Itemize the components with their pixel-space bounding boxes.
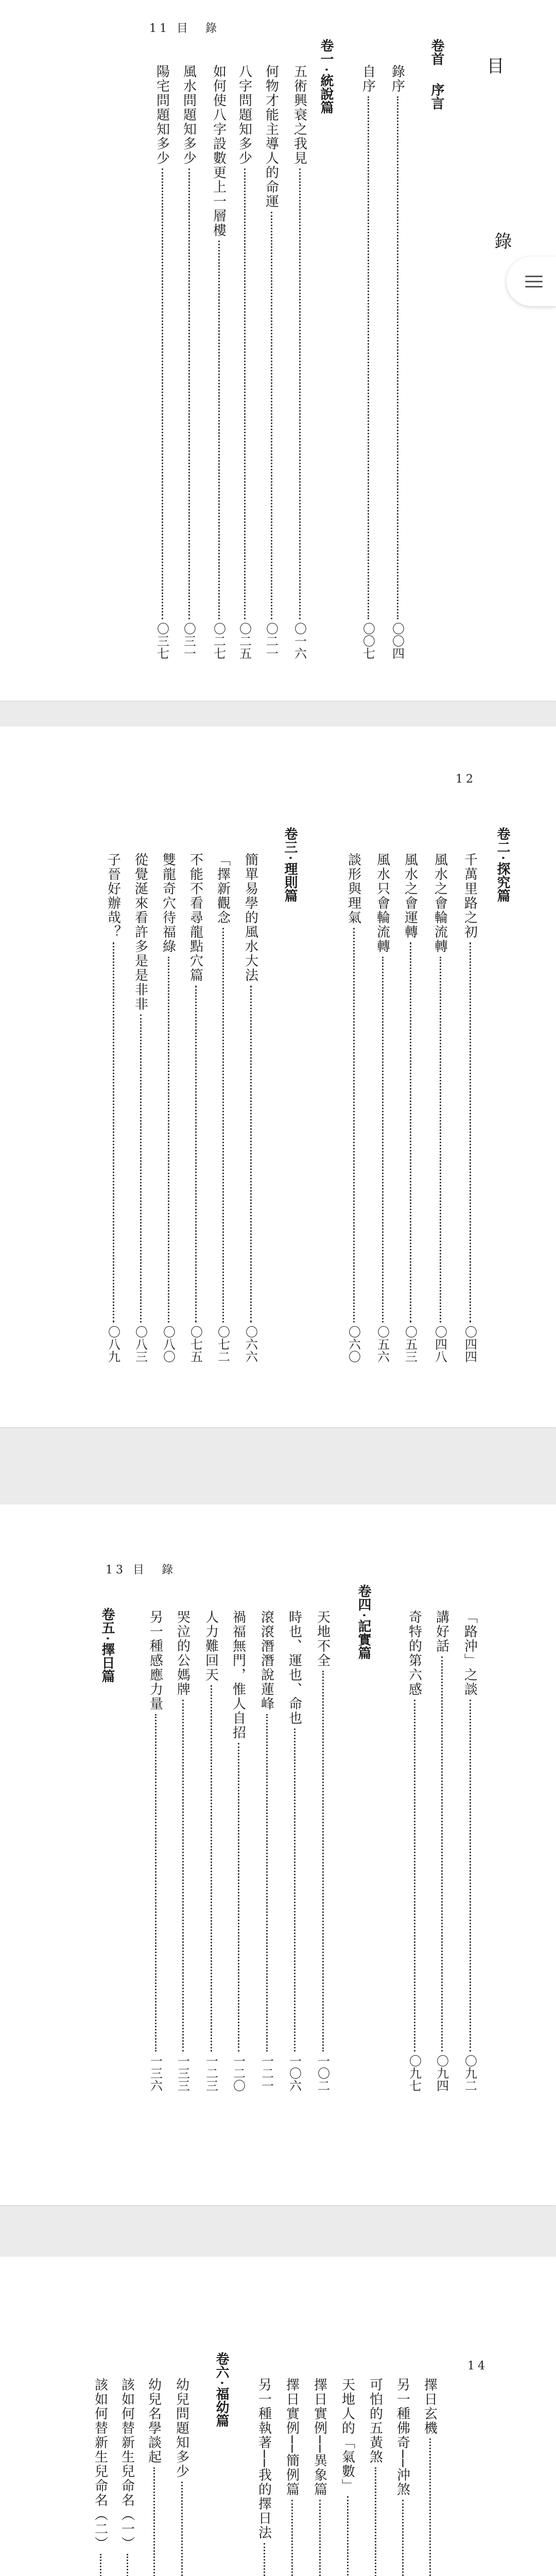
leader-dots	[153, 2467, 155, 2576]
entry-page: 〇二一	[264, 622, 279, 659]
volume-label: 卷四	[356, 1584, 371, 1611]
toc-entry[interactable]	[119, 2378, 135, 2576]
entry-title: 「擇新觀念	[215, 853, 231, 925]
entry-page: 〇二七	[211, 622, 226, 659]
entry-title: 幼兒名學談起	[146, 2378, 162, 2464]
section-name: 理則篇	[282, 862, 298, 903]
leader-dots	[113, 942, 114, 1323]
toc-page-4	[0, 2257, 556, 2576]
leader-dots	[155, 1714, 157, 2052]
toc-entry[interactable]	[106, 853, 121, 1363]
leader-dots	[299, 168, 301, 619]
leader-dots	[402, 2500, 404, 2576]
entry-title: 該如何替新生兒命名（二）	[92, 2378, 108, 2551]
entry-title: 不能不看尋龍點穴篇	[187, 853, 203, 982]
entry-page: 〇八三	[133, 1326, 148, 1363]
entry-page: 一二一	[259, 2055, 274, 2092]
entry-title: 子晉好辦哉？	[105, 853, 121, 939]
entry-title: 禍福無門，惟人自招	[230, 1610, 246, 1740]
entry-title: 從覺涎來看許多是是非非	[132, 853, 148, 1011]
section-heading-vol2: 卷二‧探究篇	[495, 827, 510, 903]
entry-page: 〇八九	[106, 1326, 120, 1363]
leader-dots	[264, 2543, 265, 2576]
section-heading-vol1: 卷一‧統說篇	[318, 39, 334, 114]
toc-entry[interactable]	[231, 1610, 246, 2092]
running-header: 14	[467, 2360, 488, 2372]
entry-page: 〇六〇	[346, 1326, 361, 1363]
entry-title: 幼兒問題知多少	[173, 2378, 189, 2479]
entry-page: 〇一六	[292, 622, 307, 659]
leader-dots	[470, 942, 471, 1323]
leader-dots	[100, 2554, 101, 2576]
toc-entry[interactable]	[181, 64, 197, 659]
volume-label: 卷三	[282, 827, 298, 854]
entry-title: 五術興衰之我見	[291, 64, 307, 165]
entry-title: 千萬里路之初	[462, 853, 478, 939]
toc-entry[interactable]	[175, 1610, 190, 2092]
entry-title: 何物才能主導人的命運	[263, 64, 279, 209]
entry-title: 擇日玄機	[422, 2378, 438, 2435]
toc-entry[interactable]	[292, 64, 307, 659]
section-heading-preface	[427, 39, 446, 110]
toc-entry[interactable]	[407, 1610, 422, 2092]
running-header: 13 目 錄	[106, 1564, 176, 1577]
entry-title: 擇日實例──異象篇	[311, 2378, 327, 2497]
entry-title: 另一種佛奇──沖煞	[394, 2378, 410, 2497]
entry-page: 〇三一	[181, 622, 196, 659]
section-name: 記實篇	[356, 1619, 371, 1660]
entry-page: 一三六	[148, 2055, 163, 2092]
toc-page-2	[0, 726, 556, 1427]
entry-title: 擇日實例──簡例篇	[284, 2378, 300, 2497]
toc-entry[interactable]	[340, 2378, 355, 2576]
leader-dots	[222, 928, 224, 1323]
toc-entry[interactable]	[346, 853, 361, 1363]
entry-title: 自序	[360, 64, 376, 93]
entry-title: 雙龍奇穴待福綠	[160, 853, 176, 954]
leader-dots	[218, 241, 220, 619]
leader-dots	[397, 96, 398, 619]
toc-page-3	[0, 1504, 556, 2205]
entry-page: 一〇二	[315, 2055, 330, 2092]
entry-page: 〇四八	[432, 1326, 447, 1363]
menu-button[interactable]	[507, 257, 556, 306]
toc-entry[interactable]	[403, 853, 418, 1363]
entry-title: 可怕的五黃煞	[367, 2378, 383, 2464]
entry-title: 風水問題知多少	[181, 64, 197, 165]
toc-entry[interactable]	[161, 853, 176, 1363]
section-name: 統說篇	[318, 74, 334, 114]
leader-dots	[195, 986, 197, 1323]
entry-title: 如何使八字設數更上一層樓	[211, 64, 227, 238]
leader-dots	[266, 1714, 268, 2052]
volume-label: 卷一	[318, 39, 334, 65]
volume-label: 卷六	[214, 2352, 229, 2379]
toc-entry[interactable]	[264, 64, 279, 659]
entry-page: 〇六六	[243, 1326, 258, 1363]
toc-entry[interactable]	[462, 1610, 478, 2092]
volume-label: 卷五	[99, 1607, 115, 1634]
entry-title: 該如何替新生兒命名（一）	[119, 2378, 135, 2551]
leader-dots	[368, 96, 369, 619]
entry-title: 另一種執著──我的擇日法	[256, 2378, 272, 2540]
leader-dots	[470, 1700, 471, 2052]
toc-entry[interactable]	[462, 853, 478, 1363]
toc-entry[interactable]	[256, 2378, 272, 2576]
entry-page: 〇三七	[154, 622, 169, 659]
section-heading-vol5: 卷五‧擇日篇	[99, 1607, 115, 1683]
leader-dots	[294, 1728, 296, 2052]
leader-dots	[168, 957, 169, 1323]
toc-entry[interactable]	[312, 2378, 327, 2576]
entry-page: 〇〇四	[390, 622, 405, 659]
toc-page-1	[0, 0, 556, 701]
leader-dots	[410, 942, 411, 1323]
entry-page: 一〇六	[287, 2055, 302, 2092]
toc-entry[interactable]	[432, 853, 448, 1363]
entry-title: 哭泣的公媽牌	[175, 1610, 190, 1697]
entry-title: 談形與理氣	[345, 853, 361, 925]
toc-entry[interactable]	[188, 853, 203, 1363]
entry-title: 人力難回天	[203, 1610, 219, 1682]
entry-title: 風水只會輪流轉	[374, 853, 390, 954]
toc-entry[interactable]	[287, 1610, 302, 2092]
entry-page: 〇七二	[215, 1326, 230, 1363]
entry-page: 〇四四	[462, 1326, 477, 1363]
volume-label: 卷首	[429, 39, 444, 65]
entry-title: 簡單易學的風水大法	[242, 853, 258, 982]
leader-dots	[440, 957, 441, 1323]
toc-entry[interactable]	[174, 2378, 189, 2576]
leader-dots	[140, 1014, 142, 1323]
entry-page: 〇五六	[375, 1326, 390, 1363]
entry-title: 講好話	[433, 1610, 449, 1653]
toc-entry[interactable]	[259, 1610, 274, 2092]
toc-entry[interactable]	[395, 2378, 410, 2576]
entry-page: 〇〇七	[360, 622, 375, 659]
leader-dots	[429, 2438, 431, 2576]
leader-dots	[182, 1700, 184, 2052]
leader-dots	[347, 2496, 349, 2576]
leader-dots	[238, 1743, 239, 2052]
leader-dots	[322, 1671, 324, 2052]
toc-entry[interactable]	[368, 2378, 383, 2576]
toc-entry[interactable]	[422, 2378, 438, 2576]
leader-dots	[382, 957, 384, 1323]
entry-page: 〇七五	[188, 1326, 203, 1363]
running-header: 12	[456, 773, 476, 786]
hamburger-menu-icon	[525, 276, 543, 287]
toc-title-char-2: 錄	[491, 232, 512, 249]
leader-dots	[291, 2500, 293, 2576]
leader-dots	[127, 2554, 128, 2576]
toc-entry[interactable]	[390, 64, 405, 659]
entry-page: 〇五三	[403, 1326, 418, 1363]
volume-label: 卷二	[495, 827, 510, 854]
section-name: 序言	[429, 83, 444, 110]
leader-dots	[319, 2500, 321, 2576]
leader-dots	[188, 168, 190, 619]
toc-entry[interactable]	[215, 853, 231, 1363]
toc-entry[interactable]	[146, 2378, 162, 2576]
leader-dots	[244, 168, 246, 619]
section-heading-vol4: 卷四‧記實篇	[356, 1584, 371, 1660]
entry-title: 滾滾潛潛說蓮峰	[258, 1610, 274, 1711]
entry-title: 錄序	[389, 64, 405, 93]
toc-entry[interactable]	[434, 1610, 449, 2092]
entry-title: 另一種感應力量	[147, 1610, 163, 1711]
running-header: 11 目 錄	[149, 22, 220, 35]
toc-entry[interactable]	[375, 853, 390, 1363]
leader-dots	[211, 1685, 212, 2052]
entry-title: 「路沖」之談	[462, 1610, 478, 1697]
entry-page: 一三三	[175, 2055, 190, 2092]
entry-page: 一二三	[203, 2055, 218, 2092]
entry-title: 風水之會運轉	[402, 853, 418, 939]
leader-dots	[375, 2467, 376, 2576]
entry-title: 八字問題知多少	[236, 64, 252, 165]
entry-title: 奇特的第六感	[406, 1610, 422, 1697]
leader-dots	[353, 928, 355, 1323]
section-heading-vol6: 卷六‧福幼篇	[214, 2352, 229, 2428]
entry-page: 一二〇	[231, 2055, 246, 2092]
leader-dots	[414, 1700, 415, 2052]
toc-entry[interactable]	[148, 1610, 163, 2092]
toc-entry[interactable]	[243, 853, 258, 1363]
entry-title: 時也、運也、命也	[286, 1610, 302, 1725]
section-heading-vol3: 卷三‧理則篇	[282, 827, 298, 903]
toc-entry[interactable]	[133, 853, 148, 1363]
entry-page: 〇二五	[237, 622, 252, 659]
toc-entry[interactable]	[315, 1610, 331, 2092]
toc-entry[interactable]	[284, 2378, 300, 2576]
entry-title: 風水之會輪流轉	[432, 853, 448, 954]
entry-page: 〇九二	[462, 2055, 477, 2092]
leader-dots	[250, 986, 252, 1323]
toc-entry[interactable]	[211, 64, 227, 659]
entry-title: 天地人的「氣數」	[339, 2378, 355, 2493]
section-name: 擇日篇	[99, 1642, 115, 1683]
section-name: 福幼篇	[214, 2387, 229, 2428]
toc-title-char-1: 目	[483, 57, 504, 74]
leader-dots	[181, 2482, 183, 2576]
entry-page: 〇八〇	[161, 1326, 176, 1363]
leader-dots	[271, 212, 272, 619]
entry-page: 〇九七	[407, 2055, 422, 2092]
toc-entry[interactable]	[154, 64, 170, 659]
toc-entry[interactable]	[360, 64, 376, 659]
section-name: 探究篇	[495, 862, 510, 903]
leader-dots	[441, 1656, 443, 2052]
toc-entry[interactable]	[237, 64, 252, 659]
toc-entry[interactable]	[203, 1610, 219, 2092]
entry-title: 陽宅問題知多少	[154, 64, 170, 165]
leader-dots	[162, 168, 163, 619]
entry-title: 天地不全	[315, 1610, 331, 1668]
entry-page: 〇九四	[434, 2055, 449, 2092]
toc-entry[interactable]	[93, 2378, 108, 2576]
